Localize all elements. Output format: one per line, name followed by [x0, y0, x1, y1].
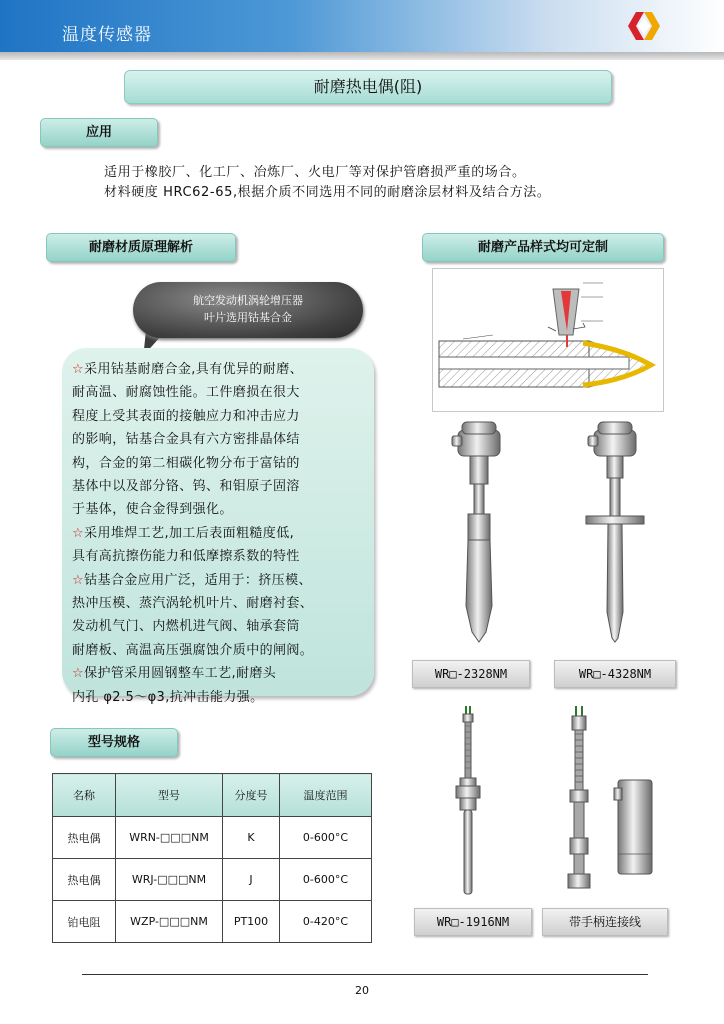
table-header-cell: 温度范围: [280, 774, 372, 817]
product-wr-4328nm-image: [582, 416, 648, 648]
application-line: 材料硬度 HRC62-65,根据介质不同选用不同的耐磨涂层材料及结合方法。: [104, 185, 551, 200]
application-text: [104, 163, 684, 203]
section-application: 应用: [40, 118, 158, 147]
material-line: [72, 405, 372, 428]
spec-table: [52, 773, 372, 943]
material-line: [72, 569, 372, 592]
company-logo-icon: [624, 8, 664, 44]
material-line: [72, 452, 372, 475]
table-header-row: [53, 774, 372, 817]
material-line-text: 钴基合金应用广泛，适用于：挤压模、: [84, 572, 312, 588]
table-row: [53, 901, 372, 943]
section-product: 耐磨产品样式均可定制: [422, 233, 664, 262]
material-line-text: 采用钴基耐磨合金,具有优异的耐磨、: [84, 362, 303, 377]
page-number: 20: [355, 984, 369, 997]
material-line: [72, 381, 372, 404]
table-row: [53, 859, 372, 901]
table-cell: J: [223, 859, 280, 901]
material-line: [72, 498, 372, 521]
speech-bubble: [133, 282, 363, 338]
page-title: 耐磨热电偶(阻): [124, 70, 612, 104]
material-line-text: 内孔 φ2.5～φ3,抗冲击能力强。: [72, 689, 264, 705]
section-material: 耐磨材质原理解析: [46, 233, 236, 262]
star-icon: ☆: [72, 362, 85, 377]
bubble-line: 叶片选用钴基合金: [204, 311, 292, 324]
star-icon: ☆: [72, 572, 85, 588]
material-line: [72, 475, 372, 498]
material-line-text: 发动机气门、内燃机进气阀、轴承套筒: [72, 619, 300, 635]
star-icon: ☆: [72, 525, 85, 541]
material-line: [72, 615, 372, 638]
material-line-text: 于基体，使合金得到强化。: [72, 502, 233, 518]
product-handle-connector-image: [556, 704, 668, 900]
table-cell: 0-600°C: [280, 817, 372, 859]
caption-wr-4328nm: WR□-4328NM: [554, 660, 676, 688]
caption-wr-1916nm: WR□-1916NM: [414, 908, 532, 936]
material-line-text: 的影响，钴基合金具有六方密排晶体结: [72, 432, 300, 448]
table-header-cell: 名称: [53, 774, 116, 817]
table-cell: 铂电阻: [53, 901, 116, 943]
table-cell: 0-420°C: [280, 901, 372, 943]
footer-rule: [82, 974, 648, 975]
product-wr-2328nm-image: [448, 416, 510, 648]
table-cell: K: [223, 817, 280, 859]
application-line: 适用于橡胶厂、化工厂、冶炼厂、火电厂等对保护管磨损严重的场合。: [104, 165, 526, 180]
material-line-text: 热冲压模、蒸汽涡轮机叶片、耐磨衬套、: [72, 596, 314, 612]
hardfacing-diagram: [432, 268, 664, 412]
material-line-text: 保护管采用圆钢整车工艺,耐磨头: [84, 666, 277, 682]
material-line-text: 基体中以及部分铬、钨、和钼原子固溶: [72, 479, 300, 495]
material-line: [72, 639, 372, 662]
material-line: [72, 522, 372, 545]
table-header-cell: 分度号: [223, 774, 280, 817]
material-line-text: 构，合金的第二相碳化物分布于富钴的: [72, 455, 300, 471]
table-cell: PT100: [223, 901, 280, 943]
table-cell: WZP-□□□NM: [116, 901, 223, 943]
material-line: [72, 662, 372, 685]
material-line: [72, 545, 372, 568]
caption-handle-connector: 带手柄连接线: [542, 908, 668, 936]
table-cell: 0-600°C: [280, 859, 372, 901]
material-line: [72, 592, 372, 615]
material-line: [72, 358, 372, 381]
material-text: [72, 358, 372, 709]
header-title: 温度传感器: [62, 25, 152, 45]
material-line-text: 耐磨板、高温高压强腐蚀介质中的闸阀。: [72, 642, 314, 658]
product-wr-1916nm-image: [448, 704, 488, 900]
material-line-text: 具有高抗擦伤能力和低摩擦系数的特性: [72, 549, 300, 565]
table-cell: 热电偶: [53, 859, 116, 901]
material-line-text: 采用堆焊工艺,加工后表面粗糙度低,: [84, 525, 295, 541]
material-line-text: 程度上受其表面的接触应力和冲击应力: [72, 408, 300, 424]
hardfacing-diagram-figure: [433, 269, 663, 411]
table-header-cell: 型号: [116, 774, 223, 817]
table-cell: WRJ-□□□NM: [116, 859, 223, 901]
table-row: [53, 817, 372, 859]
header-rule: [0, 52, 724, 60]
section-model: 型号规格: [50, 728, 178, 757]
material-line: [72, 428, 372, 451]
caption-wr-2328nm: WR□-2328NM: [412, 660, 530, 688]
table-cell: 热电偶: [53, 817, 116, 859]
bubble-line: 航空发动机涡轮增压器: [193, 294, 303, 307]
star-icon: ☆: [72, 666, 85, 682]
material-line-text: 耐高温、耐腐蚀性能。工件磨损在很大: [72, 385, 300, 401]
table-cell: WRN-□□□NM: [116, 817, 223, 859]
material-line: [72, 686, 372, 709]
